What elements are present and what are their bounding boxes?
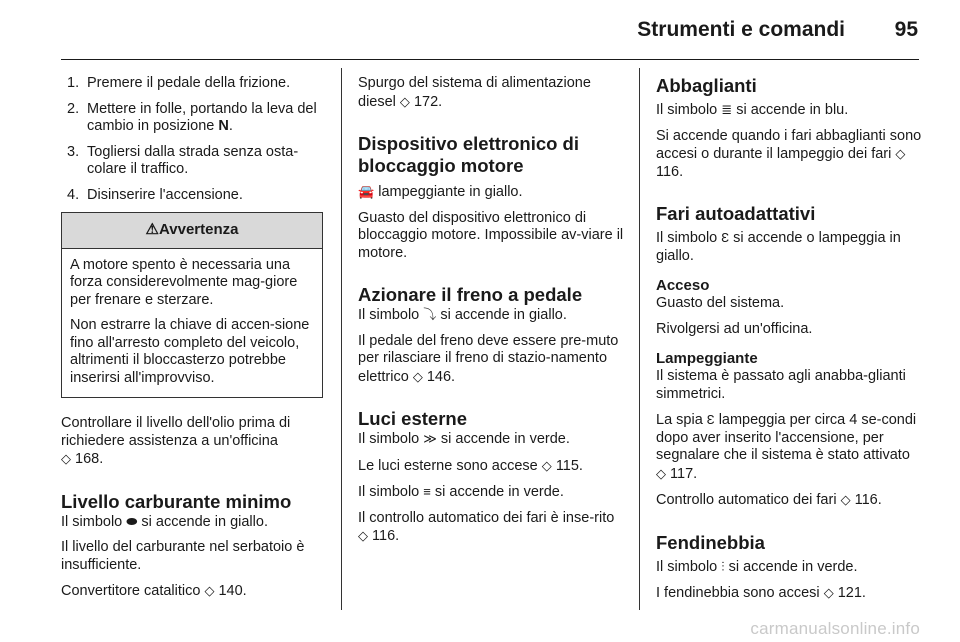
step-text: Togliersi dalla strada senza osta-colare il traffico. — [87, 143, 299, 177]
page-header-title: Strumenti e comandi — [637, 18, 845, 41]
section-title-fuel: Livello carburante minimo — [61, 490, 292, 512]
section-title-brake: Azionare il freno a pedale — [358, 284, 583, 305]
subsection-title-on: Acceso — [656, 277, 710, 294]
text: La spia — [656, 412, 703, 428]
exterior-lights-icon: ≫ — [423, 431, 437, 446]
list-item — [61, 101, 327, 136]
page-ref: 140. — [218, 583, 247, 599]
header-rule — [61, 59, 919, 60]
high-beam-icon: ≣ — [721, 102, 733, 117]
text: Il simbolo — [358, 431, 420, 447]
fog-light-icon: ⫶ — [721, 558, 725, 574]
step-text: Disinserire l'accensione. — [87, 186, 243, 203]
section-title-adaptive-lights: Fari autoadattativi — [656, 203, 816, 224]
text: si accende o lampeggia in giallo. — [656, 230, 901, 264]
on-text: Rivolgersi ad un'officina. — [656, 320, 813, 337]
ref-icon: ◇ — [399, 93, 410, 109]
warning-text: A motore spento è necessaria una forza considerevolmente mag-giore per frenare e sterzare. — [70, 256, 298, 308]
list-item — [61, 75, 327, 93]
ref-icon: ◇ — [412, 368, 423, 384]
text: Il simbolo — [656, 230, 718, 246]
warning-box — [61, 212, 323, 398]
auto-light-icon: ≡ — [423, 484, 431, 499]
section-title-immobilizer: Dispositivo elettronico di bloccaggio motore — [358, 133, 579, 176]
ref-icon: ◇ — [840, 492, 851, 507]
adaptive-light-icon: Ɛ — [706, 412, 715, 427]
text: si accende in verde. — [440, 431, 570, 447]
warning-title: Avvertenza — [158, 221, 239, 238]
warning-icon: ⚠ — [145, 221, 159, 238]
adaptive-light-icon: Ɛ — [721, 230, 730, 245]
page-ref: 115. — [555, 457, 583, 474]
fuel-text: Il livello del carburante nel serbatoio è insufficiente. — [61, 539, 305, 573]
text: si accende in giallo. — [440, 307, 567, 323]
ref-icon: ◇ — [895, 146, 906, 161]
gear-position: N — [218, 118, 229, 134]
column-3 — [656, 75, 922, 611]
immobilizer-icon: 🚘 — [358, 184, 375, 199]
text: Convertitore catalitico — [61, 583, 201, 599]
step-number: 1. — [67, 75, 80, 91]
text: Il simbolo — [358, 307, 420, 323]
column-divider-2 — [639, 68, 640, 610]
ref-icon: ◇ — [823, 585, 834, 600]
step-number: 3. — [67, 143, 80, 160]
text: Si accende quando i fari abbaglianti sono accesi o durante il lampeggio dei fari — [656, 127, 922, 162]
text: I fendinebbia sono accesi — [656, 585, 820, 601]
immobilizer-text: Guasto del dispositivo elettronico di bloccaggio motore. Impossibile av-viare il motore. — [358, 209, 624, 261]
text: Le luci esterne sono accese — [358, 457, 538, 474]
ref-icon: ◇ — [61, 451, 71, 466]
text: lampeggiante in giallo. — [378, 184, 523, 200]
page-ref: 117. — [670, 465, 698, 482]
step-number: 4. — [67, 186, 80, 203]
steps-list — [61, 75, 327, 204]
text: si accende in verde. — [434, 484, 564, 500]
section-title-fog-lights: Fendinebbia — [656, 531, 765, 553]
page-ref: 146. — [426, 368, 456, 385]
brake-icon: ⤵ — [423, 307, 437, 322]
on-text: Guasto del sistema. — [656, 295, 785, 311]
column-1 — [61, 75, 327, 609]
text: si accende in blu. — [736, 102, 849, 118]
fuel-icon: ⬬ — [126, 513, 138, 529]
text: Il simbolo — [61, 513, 123, 530]
section-title-exterior-lights: Luci esterne — [358, 408, 467, 429]
text: Il simbolo — [656, 102, 718, 118]
ref-icon: ◇ — [358, 528, 368, 543]
ref-icon: ◇ — [541, 457, 552, 473]
subsection-title-blinking: Lampeggiante — [656, 350, 758, 367]
watermark: carmanualsonline.info — [750, 619, 920, 638]
text: si accende in verde. — [728, 558, 858, 575]
page-ref: 121. — [837, 585, 866, 601]
text: Spurgo del sistema di alimentazione diesel — [358, 75, 591, 110]
step-number: 2. — [67, 100, 80, 117]
ref-icon: ◇ — [656, 465, 666, 481]
column-2 — [358, 75, 624, 554]
step-text: Premere il pedale della frizione. — [87, 75, 291, 91]
step-text-end: . — [228, 118, 233, 134]
page-number: 95 — [894, 18, 918, 41]
text: Il controllo automatico dei fari è inse-rito — [358, 509, 615, 526]
warning-text: Non estrarre la chiave di accen-sione fino all'arresto completo del veicolo, altrimenti il bloccasterzo potrebbe inserirsi all'improvviso. — [70, 317, 310, 386]
ref-icon: ◇ — [204, 583, 215, 598]
blinking-text: Il sistema è passato agli anabba-glianti simmetrici. — [656, 368, 906, 402]
text: Il simbolo — [358, 484, 420, 500]
column-divider-1 — [341, 68, 342, 610]
text: Controllo automatico dei fari — [656, 492, 837, 508]
warning-header — [62, 213, 322, 249]
list-item — [61, 144, 327, 179]
page-ref: 172. — [413, 93, 443, 110]
page-ref: 116. — [854, 492, 882, 508]
text: Il simbolo — [656, 558, 718, 575]
step-text: Mettere in folle, portando la leva del cambio in posizione — [87, 100, 317, 134]
text: Il pedale del freno deve essere pre-muto per rilasciare il freno di stazio-namento elettrico — [358, 332, 619, 385]
section-title-high-beam: Abbaglianti — [656, 75, 757, 96]
page-ref: 168. — [75, 451, 104, 467]
text: si accende in giallo. — [141, 513, 268, 530]
oil-text: Controllare il livello dell'olio prima di richiedere assistenza a un'officina — [61, 415, 291, 449]
page-ref: 116. — [372, 528, 400, 544]
warning-body — [62, 249, 322, 398]
list-item — [61, 187, 327, 205]
text: lampeggia per circa 4 se-condi dopo aver inserito l'accensione, per segnalare che il sistema è stato attivato — [656, 412, 917, 463]
page-ref: 116. — [656, 163, 684, 180]
